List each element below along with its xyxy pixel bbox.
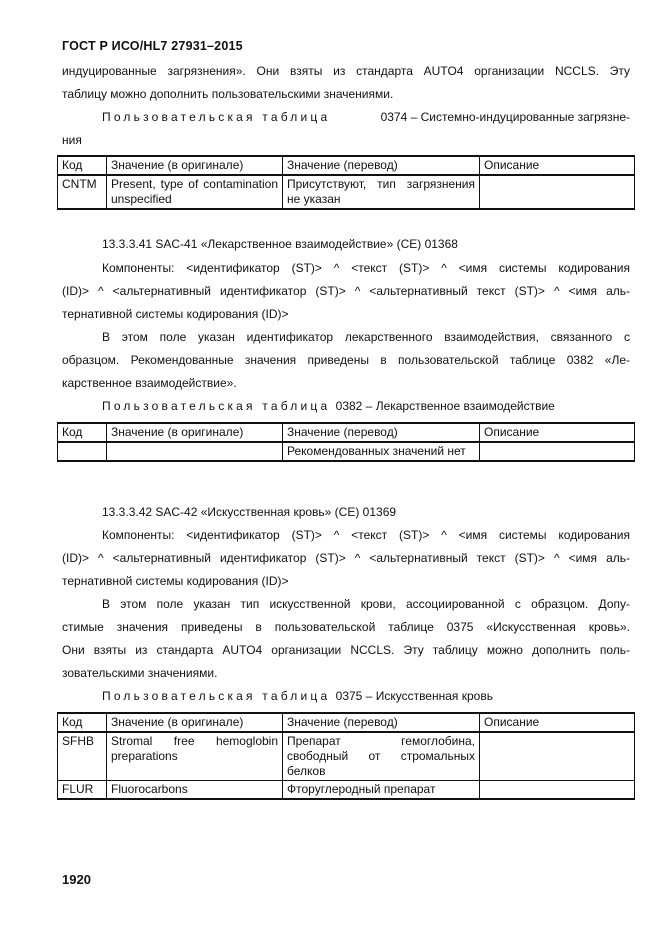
table-0382-caption — [102, 399, 555, 413]
caption-spaced-text: Пользовательская таблица — [102, 689, 331, 703]
col-header-translation: Значение (перевод) — [283, 156, 480, 175]
page-number: 1920 — [62, 872, 91, 887]
caption-spaced-text: Пользовательская таблица — [102, 399, 331, 413]
sec42-p2-line-4: зовательскими значениями. — [62, 666, 218, 680]
cell-code: FLUR — [58, 781, 107, 800]
cell-original: Stromal free hemoglobin preparations — [107, 732, 283, 781]
sec42-p1-line-2: (ID)> ^ <альтернативный идентификатор (ST)> ^ <альтернативный текст (ST)> ^ <имя аль- — [62, 551, 630, 565]
caption-spaced-text: Пользовательская таблица — [102, 110, 331, 124]
table-row — [58, 732, 635, 781]
sec42-p2-line-3: Они взяты из стандарта AUTO4 организации NCCLS. Эту таблицу можно дополнить поль- — [62, 643, 630, 657]
table-0375-caption — [102, 689, 493, 703]
sec41-p2-line-1: В этом поле указан идентификатор лекарственного взаимодействия, связанного с — [102, 330, 630, 344]
sec41-p1-line-1: Компоненты: <идентификатор (ST)> ^ <текст (ST)> ^ <имя системы кодирования — [102, 261, 630, 275]
col-header-code: Код — [58, 423, 107, 442]
col-header-original: Значение (в оригинале) — [107, 156, 283, 175]
caption-text: 0375 – Искусственная кровь — [335, 689, 493, 703]
intro-line-1: индуцированные загрязнения». Они взяты из стандарта AUTO4 организации NCCLS. Эту — [62, 64, 630, 78]
cell-code: CNTM — [58, 175, 107, 209]
table-0374 — [57, 155, 635, 210]
col-header-translation: Значение (перевод) — [283, 713, 480, 732]
cell-description — [480, 781, 635, 800]
sec41-p2-line-2: образцом. Рекомендованные значения приведены в пользовательской таблице 0382 «Ле- — [62, 353, 630, 367]
table-0374-caption — [102, 110, 630, 124]
table-header-row — [58, 423, 635, 442]
col-header-original: Значение (в оригинале) — [107, 713, 283, 732]
col-header-description: Описание — [480, 713, 635, 732]
cell-translation: Присутствуют, тип загрязнения не указан — [283, 175, 480, 209]
sec42-p2-line-2: стимые значения приведены в пользовательской таблице 0375 «Искусственная кровь». — [62, 620, 630, 634]
section-41-heading: 13.3.3.41 SAC-41 «Лекарственное взаимодействие» (CE) 01368 — [102, 237, 458, 251]
table-0382 — [57, 422, 635, 462]
cell-original — [107, 442, 283, 461]
caption-text: 0382 – Лекарственное взаимодействие — [335, 399, 555, 413]
sec41-p2-line-3: карственное взаимодействие». — [62, 376, 237, 390]
col-header-code: Код — [58, 156, 107, 175]
sec41-p1-line-2: (ID)> ^ <альтернативный идентификатор (ST)> ^ <альтернативный текст (ST)> ^ <имя аль- — [62, 284, 630, 298]
table-0374-caption-cont: ния — [62, 133, 82, 147]
sec42-p1-line-3: тернативной системы кодирования (ID)> — [62, 574, 289, 588]
cell-code — [58, 442, 107, 461]
col-header-description: Описание — [480, 156, 635, 175]
cell-code: SFHB — [58, 732, 107, 781]
cell-translation: Рекомендованных значений нет — [283, 442, 480, 461]
cell-description — [480, 175, 635, 209]
cell-original: Present, type of contamination unspecified — [107, 175, 283, 209]
caption-text: 0374 – Системно-индуцированные загрязне- — [380, 110, 630, 124]
col-header-translation: Значение (перевод) — [283, 423, 480, 442]
col-header-description: Описание — [480, 423, 635, 442]
sec42-p1-line-1: Компоненты: <идентификатор (ST)> ^ <текст (ST)> ^ <имя системы кодирования — [102, 528, 630, 542]
col-header-code: Код — [58, 713, 107, 732]
table-header-row — [58, 713, 635, 732]
cell-description — [480, 442, 635, 461]
section-42-heading: 13.3.3.42 SAC-42 «Искусственная кровь» (CE) 01369 — [102, 505, 397, 519]
intro-line-2: таблицу можно дополнить пользовательскими значениями. — [62, 87, 394, 101]
table-row — [58, 781, 635, 800]
table-0375 — [57, 712, 635, 800]
cell-translation: Препарат гемоглобина, свободный от стромальных белков — [283, 732, 480, 781]
table-row — [58, 175, 635, 209]
cell-original: Fluorocarbons — [107, 781, 283, 800]
sec42-p2-line-1: В этом поле указан тип искусственной крови, ассоциированной с образцом. Допу- — [102, 597, 630, 611]
sec41-p1-line-3: тернативной системы кодирования (ID)> — [62, 307, 289, 321]
document-header: ГОСТ Р ИСО/HL7 27931–2015 — [62, 39, 243, 53]
table-row — [58, 442, 635, 461]
cell-description — [480, 732, 635, 781]
col-header-original: Значение (в оригинале) — [107, 423, 283, 442]
cell-translation: Фторуглеродный препарат — [283, 781, 480, 800]
table-header-row — [58, 156, 635, 175]
